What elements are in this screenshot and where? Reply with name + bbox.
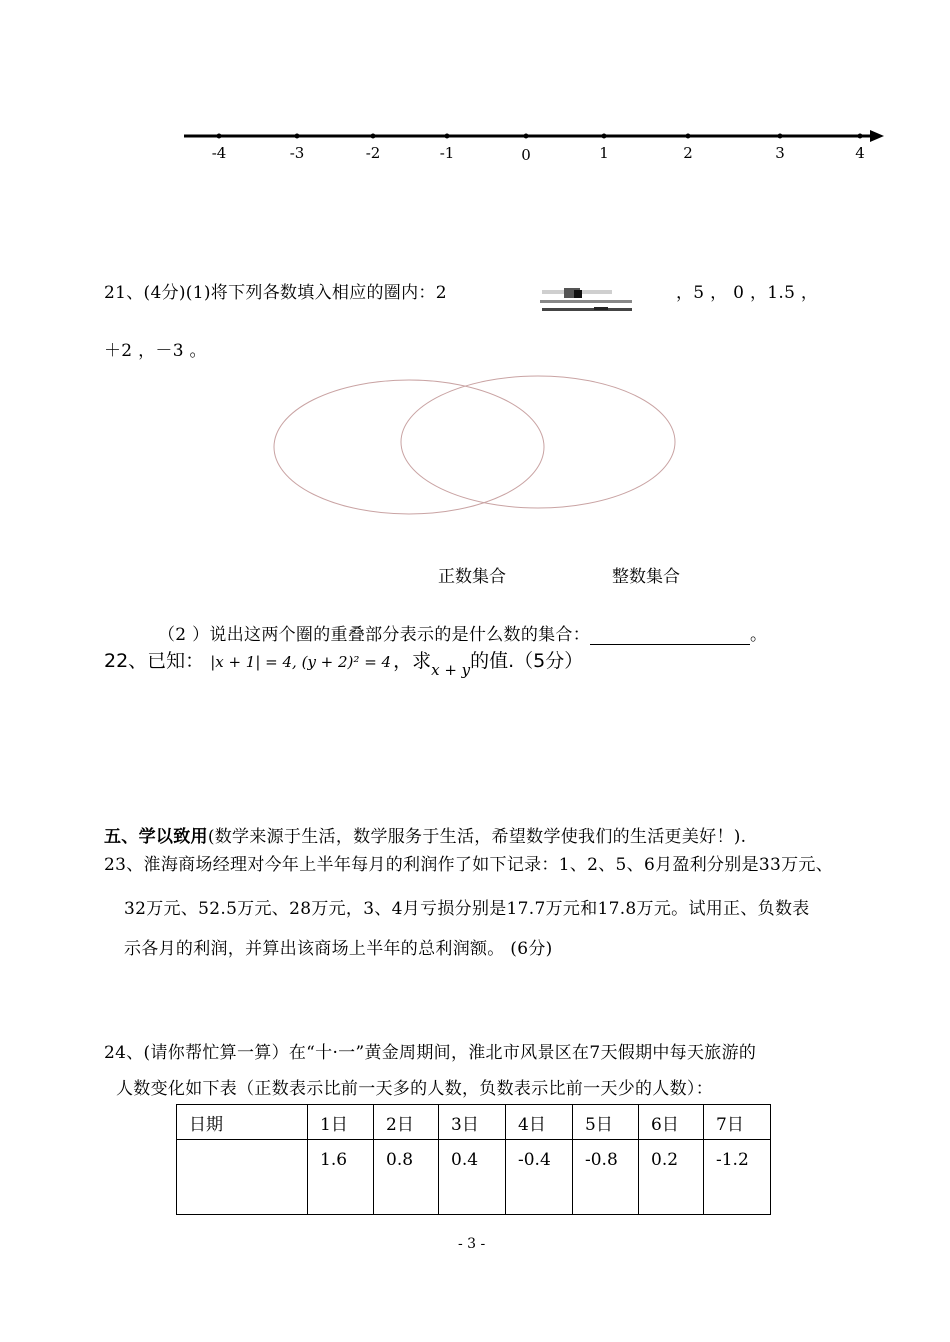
table-cell: 5日 bbox=[573, 1105, 639, 1140]
label-positive-set: 正数集合 bbox=[438, 567, 506, 587]
number-line-label: -1 bbox=[439, 144, 455, 162]
number-line-point bbox=[217, 134, 222, 139]
table-cell bbox=[177, 1140, 308, 1215]
section5-subtitle: (数学来源于生活，数学服务于生活，希望数学使我们的生活更美好！). bbox=[207, 827, 747, 847]
number-line-label: -2 bbox=[365, 144, 381, 162]
q21-line1-suffix: ，5 ， 0 ，1.5 ， bbox=[676, 283, 819, 303]
q21-part2-end: 。 bbox=[750, 625, 768, 645]
page-number: - 3 - bbox=[458, 1236, 486, 1252]
number-line-point bbox=[371, 134, 376, 139]
number-line-point bbox=[445, 134, 450, 139]
q22-formula: |x + 1| = 4, (y + 2)² = 4 bbox=[210, 653, 392, 671]
obscured-fraction-image bbox=[538, 286, 638, 320]
q21-part2 bbox=[158, 620, 767, 645]
label-integer-set: 整数集合 bbox=[612, 567, 680, 587]
table-cell: 6日 bbox=[639, 1105, 704, 1140]
q21-line2: ＋2 ，－3 。 bbox=[104, 341, 207, 361]
number-line bbox=[0, 0, 950, 180]
number-line-point bbox=[602, 134, 607, 139]
table-cell: 0.8 bbox=[374, 1140, 439, 1215]
tourist-change-table bbox=[176, 1104, 771, 1215]
q22-suffix: 的值.（5分） bbox=[470, 650, 584, 672]
table-cell: -0.8 bbox=[573, 1140, 639, 1215]
table-cell: -1.2 bbox=[704, 1140, 771, 1215]
number-line-point bbox=[686, 134, 691, 139]
table-cell: 0.2 bbox=[639, 1140, 704, 1215]
q22-mid: ，求 bbox=[393, 650, 432, 672]
q23-line2: 32万元、52.5万元、28万元，3、4月亏损分别是17.7万元和17.8万元。试用正、负数表 bbox=[124, 899, 810, 919]
table-row bbox=[177, 1140, 771, 1215]
number-line-label: 0 bbox=[521, 146, 531, 164]
positive-set-circle bbox=[274, 380, 544, 514]
number-line-point bbox=[524, 134, 529, 139]
table-cell: 1.6 bbox=[308, 1140, 374, 1215]
table-cell: 日期 bbox=[177, 1105, 308, 1140]
q22 bbox=[104, 646, 584, 679]
q24-line2: 人数变化如下表（正数表示比前一天多的人数，负数表示比前一天少的人数）： bbox=[116, 1079, 713, 1099]
q22-expr: x + y bbox=[431, 661, 471, 679]
q23-line1: 23、淮海商场经理对今年上半年每月的利润作了如下记录：1、2、5、6月盈利分别是33万元、 bbox=[104, 855, 834, 875]
number-line-label: 3 bbox=[775, 144, 785, 162]
q23-line3: 示各月的利润，并算出该商场上半年的总利润额。 (6分) bbox=[124, 939, 553, 959]
number-line-label: -4 bbox=[211, 144, 227, 162]
number-line-label: -3 bbox=[289, 144, 305, 162]
q24-line1: 24、(请你帮忙算一算）在“十·一”黄金周期间，淮北市风景区在7天假期中每天旅游的 bbox=[104, 1043, 757, 1063]
q22-prefix: 22、已知： bbox=[104, 650, 205, 672]
table-cell: 1日 bbox=[308, 1105, 374, 1140]
table-cell: 0.4 bbox=[439, 1140, 506, 1215]
section5 bbox=[104, 822, 746, 847]
number-line-label: 1 bbox=[599, 144, 609, 162]
table-cell: -0.4 bbox=[506, 1140, 573, 1215]
number-line-point bbox=[778, 134, 783, 139]
table-header-row bbox=[177, 1105, 771, 1140]
answer-blank[interactable] bbox=[590, 626, 750, 645]
table-cell: 3日 bbox=[439, 1105, 506, 1140]
integer-set-circle bbox=[401, 376, 675, 508]
table-cell: 4日 bbox=[506, 1105, 573, 1140]
table-cell: 7日 bbox=[704, 1105, 771, 1140]
number-line-point bbox=[295, 134, 300, 139]
number-line-label: 2 bbox=[683, 144, 693, 162]
q21-part2-text: （2 ）说出这两个圈的重叠部分表示的是什么数的集合： bbox=[158, 625, 591, 645]
q21-line1-prefix: 21、(4分)(1)将下列各数填入相应的圈内：2 bbox=[104, 283, 447, 303]
table-cell: 2日 bbox=[374, 1105, 439, 1140]
section5-heading: 五、学以致用 bbox=[104, 827, 208, 847]
venn-diagram bbox=[270, 374, 680, 520]
number-line-point bbox=[858, 134, 863, 139]
number-line-label: 4 bbox=[855, 144, 865, 162]
